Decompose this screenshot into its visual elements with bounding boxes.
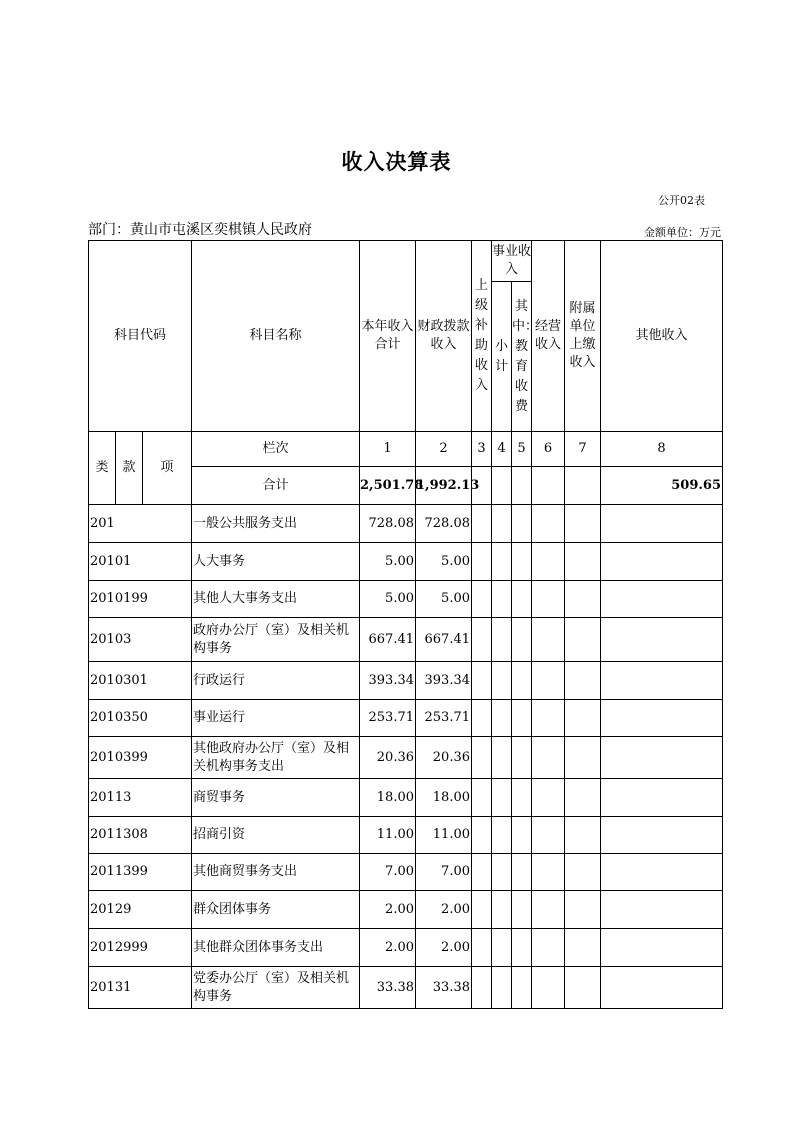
row-total: 33.38: [360, 967, 416, 1009]
empty-cell: [601, 505, 723, 543]
header-kuan: 款: [116, 432, 143, 505]
row-total: 393.34: [360, 662, 416, 700]
row-total: 20.36: [360, 737, 416, 779]
empty-cell: [532, 543, 565, 581]
subject-name: 行政运行: [192, 662, 360, 700]
subject-code: 201: [89, 505, 192, 543]
empty-cell: [492, 891, 512, 929]
empty-cell: [565, 779, 601, 817]
empty-cell: [472, 618, 492, 662]
row-total: 728.08: [360, 505, 416, 543]
empty-cell: [492, 700, 512, 737]
empty-cell: [601, 737, 723, 779]
table-row: [89, 618, 723, 662]
col-num-4: 4: [492, 432, 512, 467]
empty-cell: [532, 779, 565, 817]
row-total: 5.00: [360, 581, 416, 618]
header-code: 科目代码: [89, 241, 192, 432]
table-row: [89, 662, 723, 700]
header-subtotal: 小计: [492, 282, 512, 432]
total-fiscal: 1,992.13: [416, 467, 472, 505]
empty-cell: [492, 543, 512, 581]
empty-cell: [532, 700, 565, 737]
subject-name: 其他人大事务支出: [192, 581, 360, 618]
empty-cell: [532, 929, 565, 967]
empty-cell: [601, 891, 723, 929]
col-num-2: 2: [416, 432, 472, 467]
table-row: [89, 817, 723, 854]
subject-name: 事业运行: [192, 700, 360, 737]
row-total: 2.00: [360, 929, 416, 967]
empty-cell: [512, 662, 532, 700]
empty-cell: [512, 817, 532, 854]
subject-code: 20101: [89, 543, 192, 581]
empty-cell: [565, 967, 601, 1009]
table-row: [89, 505, 723, 543]
empty-cell: [532, 854, 565, 891]
empty-cell: [472, 854, 492, 891]
income-table: [88, 240, 723, 1009]
empty-cell: [601, 581, 723, 618]
empty-cell: [512, 891, 532, 929]
subject-name: 招商引资: [192, 817, 360, 854]
subject-name: 商贸事务: [192, 779, 360, 817]
empty-cell: [492, 779, 512, 817]
empty-cell: [601, 779, 723, 817]
header-lanci: 栏次: [192, 432, 360, 467]
col-num-7: 7: [565, 432, 601, 467]
empty-cell: [532, 618, 565, 662]
empty-cell: [492, 967, 512, 1009]
col-num-8: 8: [601, 432, 723, 467]
row-total: 667.41: [360, 618, 416, 662]
header-total: 本年收入合计: [360, 241, 416, 432]
table-row: [89, 779, 723, 817]
subject-name: 党委办公厅（室）及相关机构事务: [192, 967, 360, 1009]
header-superior: 上级补助收入: [472, 241, 492, 432]
empty-cell: [532, 737, 565, 779]
table-row: [89, 581, 723, 618]
row-fiscal: 5.00: [416, 543, 472, 581]
subject-name: 人大事务: [192, 543, 360, 581]
col-num-6: 6: [532, 432, 565, 467]
row-total: 2.00: [360, 891, 416, 929]
empty-cell: [565, 700, 601, 737]
table-row: [89, 854, 723, 891]
subject-code: 20103: [89, 618, 192, 662]
department-label: 部门：黄山市屯溪区奕棋镇人民政府: [88, 222, 312, 238]
subject-name: 群众团体事务: [192, 891, 360, 929]
page-title: 收入决算表: [341, 150, 452, 174]
empty-cell: [472, 505, 492, 543]
empty-cell: [472, 891, 492, 929]
header-lei: 类: [89, 432, 116, 505]
row-fiscal: 2.00: [416, 929, 472, 967]
row-fiscal: 728.08: [416, 505, 472, 543]
form-number: 公开02表: [658, 194, 705, 207]
empty-cell: [512, 505, 532, 543]
empty-cell: [472, 662, 492, 700]
empty-cell: [512, 543, 532, 581]
subject-code: 2012999: [89, 929, 192, 967]
empty-cell: [512, 737, 532, 779]
row-fiscal: 667.41: [416, 618, 472, 662]
col-num-5: 5: [512, 432, 532, 467]
subject-name: 一般公共服务支出: [192, 505, 360, 543]
header-other: 其他收入: [601, 241, 723, 432]
row-fiscal: 18.00: [416, 779, 472, 817]
empty-cell: [512, 967, 532, 1009]
empty-cell: [532, 967, 565, 1009]
header-business: 事业收入: [492, 241, 532, 282]
empty-cell: [601, 967, 723, 1009]
col-num-1: 1: [360, 432, 416, 467]
table-row: [89, 967, 723, 1009]
empty-cell: [492, 662, 512, 700]
row-total: 5.00: [360, 543, 416, 581]
empty-cell: [492, 581, 512, 618]
empty-cell: [472, 817, 492, 854]
empty-cell: [512, 618, 532, 662]
row-fiscal: 11.00: [416, 817, 472, 854]
empty-cell: [601, 662, 723, 700]
empty-cell: [532, 662, 565, 700]
total-amount: 2,501.78: [360, 467, 416, 505]
empty-cell: [601, 543, 723, 581]
table-row: [89, 543, 723, 581]
empty-cell: [492, 854, 512, 891]
subject-code: 2010199: [89, 581, 192, 618]
header-operating: 经营收入: [532, 241, 565, 432]
subject-code: 20131: [89, 967, 192, 1009]
unit-label: 金额单位：万元: [644, 226, 721, 239]
col-num-3: 3: [472, 432, 492, 467]
empty-cell: [565, 737, 601, 779]
subject-name: 政府办公厅（室）及相关机构事务: [192, 618, 360, 662]
subject-code: 2010399: [89, 737, 192, 779]
empty-cell: [472, 700, 492, 737]
row-total: 18.00: [360, 779, 416, 817]
subject-code: 2010350: [89, 700, 192, 737]
header-affiliated: 附属单位上缴收入: [565, 241, 601, 432]
row-fiscal: 253.71: [416, 700, 472, 737]
empty-cell: [565, 618, 601, 662]
empty-cell: [565, 581, 601, 618]
row-total: 11.00: [360, 817, 416, 854]
header-xiang: 项: [143, 432, 192, 505]
empty-cell: [512, 779, 532, 817]
empty-cell: [601, 854, 723, 891]
empty-cell: [472, 581, 492, 618]
empty-cell: [565, 817, 601, 854]
empty-cell: [472, 967, 492, 1009]
table-row: [89, 737, 723, 779]
subject-code: 2010301: [89, 662, 192, 700]
empty-cell: [601, 929, 723, 967]
total-label: 合计: [192, 467, 360, 505]
subject-code: 20129: [89, 891, 192, 929]
header-name: 科目名称: [192, 241, 360, 432]
row-fiscal: 5.00: [416, 581, 472, 618]
subject-code: 2011399: [89, 854, 192, 891]
empty-cell: [512, 700, 532, 737]
table-row: [89, 891, 723, 929]
empty-cell: [565, 662, 601, 700]
row-fiscal: 393.34: [416, 662, 472, 700]
row-fiscal: 7.00: [416, 854, 472, 891]
empty-cell: [532, 581, 565, 618]
table-row: [89, 929, 723, 967]
empty-cell: [532, 505, 565, 543]
empty-cell: [472, 737, 492, 779]
row-total: 253.71: [360, 700, 416, 737]
empty-cell: [512, 581, 532, 618]
empty-cell: [532, 817, 565, 854]
empty-cell: [565, 543, 601, 581]
header-row-1: [89, 241, 723, 282]
header-fiscal: 财政拨款收入: [416, 241, 472, 432]
empty-cell: [532, 891, 565, 929]
header-edu: 其中：教育收费: [512, 282, 532, 432]
subject-name: 其他政府办公厅（室）及相关机构事务支出: [192, 737, 360, 779]
empty-cell: [472, 543, 492, 581]
row-fiscal: 2.00: [416, 891, 472, 929]
row-fiscal: 20.36: [416, 737, 472, 779]
empty-cell: [492, 929, 512, 967]
empty-cell: [512, 929, 532, 967]
column-number-row: [89, 432, 723, 467]
total-other: 509.65: [601, 467, 723, 505]
row-fiscal: 33.38: [416, 967, 472, 1009]
subject-code: 2011308: [89, 817, 192, 854]
subject-code: 20113: [89, 779, 192, 817]
empty-cell: [472, 779, 492, 817]
empty-cell: [492, 505, 512, 543]
empty-cell: [492, 817, 512, 854]
empty-cell: [565, 505, 601, 543]
subject-name: 其他商贸事务支出: [192, 854, 360, 891]
subject-name: 其他群众团体事务支出: [192, 929, 360, 967]
empty-cell: [492, 737, 512, 779]
empty-cell: [565, 854, 601, 891]
empty-cell: [565, 891, 601, 929]
empty-cell: [565, 929, 601, 967]
empty-cell: [601, 817, 723, 854]
empty-cell: [601, 700, 723, 737]
empty-cell: [601, 618, 723, 662]
row-total: 7.00: [360, 854, 416, 891]
empty-cell: [492, 618, 512, 662]
table-row: [89, 700, 723, 737]
empty-cell: [512, 854, 532, 891]
empty-cell: [472, 929, 492, 967]
